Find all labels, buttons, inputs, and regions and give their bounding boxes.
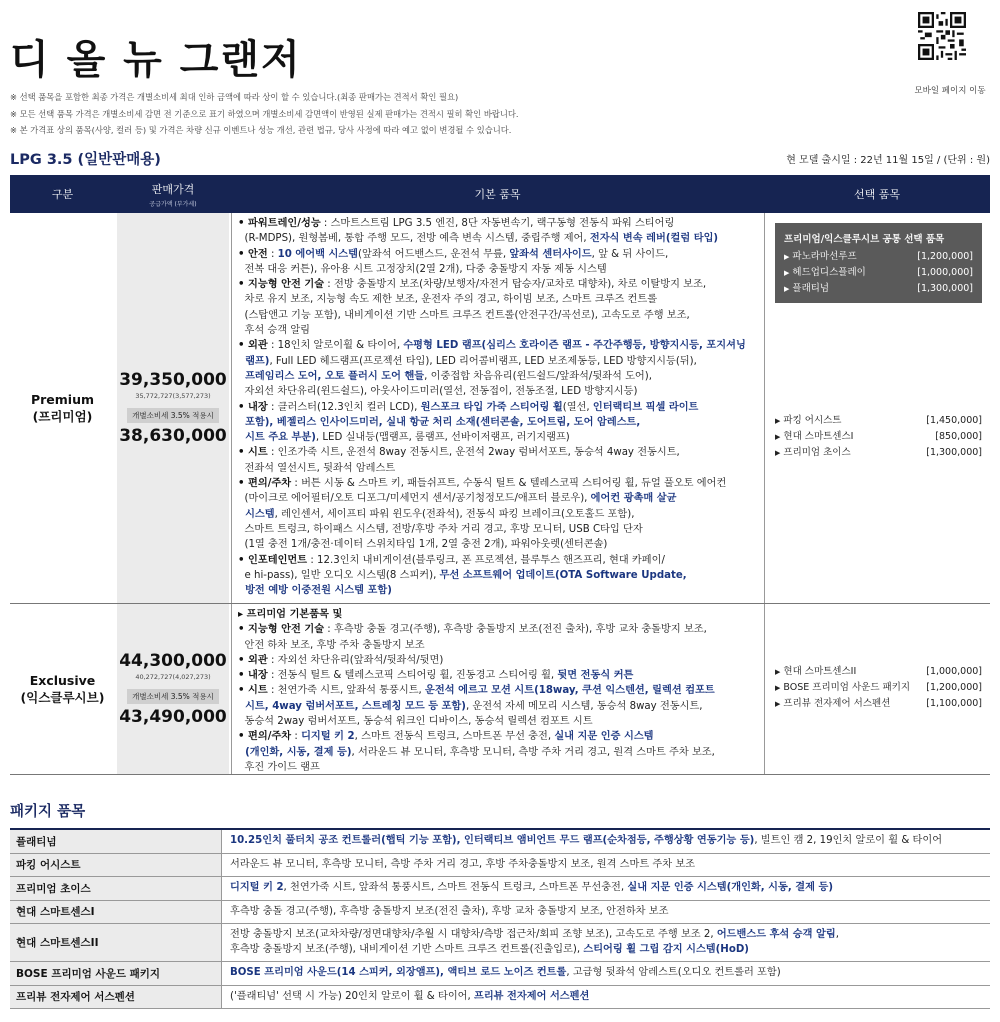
basic-item-line (238, 683, 764, 698)
highlight-segment: • 시트 (238, 447, 268, 459)
text-segment: (스탑앤고 기능 포함), 내비게이션 기반 스마트 크루즈 컨트롤(안전구간/곡선로), 고속도로 주행 보조, (238, 309, 690, 321)
text-segment: : 버튼 시동 & 스마트 키, 패들쉬프트, 수동식 틸트 & 텔레스코픽 스티어링 휠, 듀얼 풀오토 에어컨 (291, 478, 727, 490)
price-cell (117, 213, 229, 603)
triangle-icon: ▶ (775, 417, 781, 425)
trim-name: Exclusive (익스클루시브) (20, 673, 105, 705)
package-desc (222, 986, 990, 1009)
package-row (10, 854, 990, 878)
text-segment: , 천연가죽 시트, 앞좌석 통풍시트, 스마트 전동식 트렁크, 스마트폰 무선충전, (283, 882, 628, 893)
highlight-segment: ▸ 프리미엄 기본품목 및 (238, 609, 343, 620)
triangle-icon: ▶ (775, 433, 781, 441)
basic-item-line (238, 668, 764, 683)
highlight-segment: 뒷면 전동식 커튼 (557, 670, 634, 682)
option-item[interactable]: ▶ 플래티넘 [1,300,000] (784, 283, 973, 294)
package-name: 현대 스마트센스I (10, 901, 222, 924)
note: ※ 본 가격표 상의 품목(사양, 컬러 등) 및 가격은 차량 신규 이벤트나 성능 개선, 관련 법규, 당사 사정에 따라 예고 없이 변경될 수 있습니다. (10, 125, 512, 135)
text-segment: 후석 승객 알림 (238, 325, 310, 337)
basic-item-line (238, 384, 764, 399)
highlight-segment: 무선 소프트웨어 업데이트(OTA Software Update, (439, 569, 687, 581)
basic-item-line (238, 653, 764, 668)
text-segment: : 스마트스트림 LPG 3.5 엔진, 8단 자동변속기, 랙구동형 전동식 파워 스티어링 (320, 218, 675, 229)
text-segment: : 천연가죽 시트, 앞좌석 통풍시트, (267, 685, 426, 697)
price-sub: 35,772,727(3,577,273) (135, 392, 211, 400)
basic-item-line (238, 476, 764, 491)
option-item[interactable]: ▶ 프리뷰 전자제어 서스펜션 [1,100,000] (775, 698, 982, 709)
highlight-segment: • 지능형 안전 기술 (238, 279, 325, 291)
package-row (10, 901, 990, 925)
text-segment: 자외선 차단유리(윈드쉴드), 아웃사이드미러(열선, 전동접이, 전동조절, LED 방향지시등) (238, 386, 638, 398)
trim-row-exclusive (10, 604, 990, 775)
text-segment: , 레인센서, 세이프티 파워 윈도우(전좌석), 전동식 파킹 브레이크(오토홀드 포함), (274, 508, 635, 520)
text-segment: : (291, 731, 302, 743)
tax-tag: 개별소비세 3.5% 적용시 (127, 408, 219, 423)
highlight-segment: 실내 지문 인증 시스템(개인화, 시동, 결제 등) (627, 882, 833, 893)
option-item[interactable]: ▶ 파킹 어시스트 [1,450,000] (775, 415, 982, 426)
text-segment: , 빌트인 캠 2, 19인치 알로이 휠 & 타이어 (754, 835, 943, 846)
package-name: 현대 스마트센스II (10, 924, 222, 961)
option-items (764, 604, 990, 774)
basic-item-line (238, 491, 764, 506)
tax-tag: 개별소비세 3.5% 적용시 (127, 689, 219, 704)
basic-item-line (238, 277, 764, 292)
package-desc-text (230, 858, 695, 873)
qr-label: 모바일 페이지 이동 (914, 86, 986, 96)
highlight-segment: 원스포크 타입 가죽 스티어링 휠 (420, 401, 563, 413)
basic-item-line (238, 607, 764, 622)
basic-item-line (238, 323, 764, 338)
trim-row-premium (10, 213, 990, 604)
highlight-segment: 방전 예방 이중전원 시스템 포함) (238, 585, 392, 597)
basic-item-line (238, 507, 764, 522)
highlight-segment: 인터랙티브 픽셀 라이트 (592, 401, 699, 413)
text-segment: (마이크로 에어필터/오토 디포그/미세먼지 센서/공기청정모드/애프터 블로우), (238, 493, 591, 505)
header-price: 판매가격 공급가액 (부가세) (149, 182, 197, 208)
highlight-segment: 수평형 LED 램프(심리스 호라이즌 램프 - 주간주행등, 방향지시등, 포지셔닝 (403, 340, 746, 352)
text-segment: : 자외선 차단유리(앞좌석/뒷좌석/뒷면) (267, 654, 444, 666)
package-name: 프리뷰 전자제어 서스펜션 (10, 986, 222, 1009)
text-segment: : 12.3인치 내비게이션(블루링크, 폰 프로젝션, 블루투스 핸즈프리, 현대 카페이/ (307, 554, 665, 566)
basic-item-line (238, 338, 764, 353)
package-row (10, 986, 990, 1010)
package-name: BOSE 프리미엄 사운드 패키지 (10, 962, 222, 985)
highlight-segment: 시트 주요 부분) (238, 432, 316, 444)
package-row (10, 877, 990, 901)
basic-item-line (238, 308, 764, 323)
highlight-segment: 에어컨 광촉매 살균 (590, 493, 677, 505)
option-item[interactable]: ▶ 현대 스마트센스I [850,000] (775, 431, 982, 442)
package-desc (222, 830, 990, 853)
highlight-segment: 실내 지문 인증 시스템 (554, 731, 654, 743)
highlight-segment: (개인화, 시동, 결제 등) (238, 746, 352, 758)
option-items (764, 213, 990, 603)
notes (10, 89, 890, 139)
highlight-segment: • 지능형 안전 기술 (238, 624, 325, 636)
text-segment: 안전 하차 보조, 후방 주차 충돌방지 보조 (238, 639, 425, 651)
option-item[interactable]: ▶ 헤드업디스플레이 [1,000,000] (784, 267, 973, 278)
common-option-box (775, 223, 982, 303)
text-segment: , 고급형 뒷좌석 암레스트(오디오 컨트롤러 포함) (566, 967, 781, 978)
highlight-segment: • 편의/주차 (238, 731, 292, 743)
text-segment: 전좌석 열선시트, 뒷좌석 암레스트 (238, 462, 396, 474)
text-segment: , 스마트 전동식 트렁크, 스마트폰 무선 충전, (354, 731, 555, 743)
basic-item-line (238, 553, 764, 568)
text-segment: , 이중접합 차음유리(윈드쉴드/앞좌석/뒷좌석 도어), (424, 370, 652, 382)
highlight-segment: • 내장 (238, 401, 268, 413)
text-segment: : 클러스터(12.3인치 컬러 LCD), (267, 401, 421, 413)
tax-price: 38,630,000 (119, 426, 227, 446)
text-segment: (R-MDPS), 원형봄베, 통합 주행 모드, 전방 예측 변속 시스템, 중립주행 제어, (238, 233, 590, 245)
package-desc (222, 901, 990, 924)
package-title: 패키지 품목 (10, 804, 86, 820)
basic-item-line (238, 745, 764, 760)
package-table (10, 828, 990, 1009)
header-basic: 기본 품목 (474, 188, 521, 201)
highlight-segment: 프레임리스 도어, 오토 플러시 도어 핸들 (238, 370, 425, 382)
highlight-segment: • 외관 (238, 340, 268, 352)
package-desc-text (230, 905, 668, 920)
highlight-segment: 시트, 4way 럼버서포트, 스트레칭 모드 등 포함) (238, 700, 466, 712)
triangle-icon: ▶ (784, 269, 790, 277)
package-desc (222, 877, 990, 900)
text-segment: : 18인치 알로이휠 & 타이어, (267, 340, 404, 352)
text-segment: 후진 가이드 램프 (238, 761, 320, 773)
triangle-icon: ▶ (775, 700, 781, 708)
package-name: 프리미엄 초이스 (10, 877, 222, 900)
qr-code-icon[interactable] (918, 12, 966, 60)
package-name: 파킹 어시스트 (10, 854, 222, 877)
package-desc (222, 962, 990, 985)
section-title: LPG 3.5 (일반판매용) (10, 152, 161, 168)
highlight-segment: • 시트 (238, 685, 268, 697)
basic-item-line (238, 247, 764, 262)
basic-item-line (238, 522, 764, 537)
text-segment: , Full LED 헤드램프(프로젝션 타입), LED 리어콤비램프, LED 보조제동등, LED 방향지시등(뒤), (269, 355, 697, 367)
highlight-segment: 디지털 키 2 (230, 882, 284, 893)
highlight-segment: • 내장 (238, 670, 268, 682)
basic-item-line (238, 262, 764, 277)
package-desc-text (230, 834, 942, 849)
basic-item-line (238, 354, 764, 369)
package-desc (222, 854, 990, 877)
package-row (10, 830, 990, 854)
price-sub: 40,272,727(4,027,273) (135, 673, 211, 681)
text-segment: ('플래티넘' 선택 시 가능) 20인치 알로이 휠 & 타이어, (230, 990, 474, 1002)
release-info: 현 모델 출시일 : 22년 11월 15일 / (단위 : 원) (786, 155, 990, 166)
highlight-segment: • 편의/주차 (238, 478, 292, 490)
basic-item-line (238, 622, 764, 637)
highlight-segment: 포함), 베젤리스 인사이드미러, 실내 항균 처리 소재(센터콘솔, 도어트림, 도어 암레스트, (238, 416, 641, 428)
text-segment: 스마트 트렁크, 하이패스 시스템, 전방/후방 주차 거리 경고, 후방 모니터, USB C타입 단자 (238, 523, 643, 535)
header-grade: 구분 (51, 188, 74, 201)
highlight-segment: 시스템 (238, 508, 275, 520)
trim-name: Premium (프리미엄) (30, 392, 95, 424)
option-item[interactable]: ▶ BOSE 프리미엄 사운드 패키지 [1,200,000] (775, 682, 982, 693)
text-segment: , LED 실내등(맵램프, 룸램프, 선바이저램프, 러기지램프) (315, 432, 570, 444)
table-header (10, 175, 990, 213)
text-segment: 차로 유지 보조, 지능형 속도 제한 보조, 운전자 주의 경고, 하이빔 보조, 스마트 크루즈 컨트롤 (238, 294, 658, 306)
text-segment: 서라운드 뷰 모니터, 후측방 모니터, 측방 주차 거리 경고, 후방 주차충돌방지 보조, 원격 스마트 주차 보조 (230, 858, 696, 870)
price: 44,300,000 (119, 651, 227, 671)
basic-item-line (238, 292, 764, 307)
text-segment: e hi-pass), 일반 오디오 시스템(8 스피커), (238, 569, 440, 581)
highlight-segment: • 안전 (238, 248, 268, 260)
price-cell (117, 604, 229, 774)
note: ※ 모든 선택 품목 가격은 개별소비세 감면 전 기준으로 표기 하였으며 개별소비세 감면액이 반영된 실제 판매가는 견적시 필히 확인 바랍니다. (10, 108, 519, 119)
highlight-segment: • 외관 (238, 654, 268, 666)
highlight-segment: 램프) (238, 355, 270, 367)
package-desc-text (230, 990, 589, 1005)
triangle-icon: ▶ (775, 449, 781, 457)
text-segment: , 서라운드 뷰 모니터, 후측방 모니터, 측방 주차 거리 경고, 원격 스마트 주차 보조, (351, 746, 715, 758)
option-box-title: 프리미엄/익스클루시브 공통 선택 품목 (784, 234, 945, 245)
text-segment: : (267, 248, 278, 260)
note: ※ 선택 품목을 포함한 최종 가격은 개별소비세 최대 인하 금액에 따라 상이 할 수 있습니다.(최종 판매가는 견적서 확인 필요) (10, 92, 459, 102)
package-row (10, 962, 990, 986)
text-segment: (1열 충전 1개/충전·데이터 스위치타입 1개, 2열 충전 2개), 파워아웃렛(센터콘솔) (238, 539, 608, 551)
page-title: 디 올 뉴 그랜저 (10, 37, 302, 83)
basic-item-line (238, 583, 764, 598)
text-segment: : 인조가죽 시트, 운전석 8way 전동시트, 운전석 2way 럼버서포트, 동승석 4way 전동시트, (267, 447, 680, 459)
package-desc-text (230, 928, 839, 957)
basic-item-line (238, 568, 764, 583)
text-segment: , 후측방 충돌방지 보조(주행), 내비게이션 기반 스마트 크루즈 컨트롤(진출입로), (230, 929, 839, 955)
text-segment: : 후측방 충돌 경고(주행), 후측방 충돌방지 보조(전진 출차), 후방 교차 충돌방지 보조, (324, 624, 707, 636)
option-item[interactable]: ▶ 현대 스마트센스II [1,000,000] (775, 666, 982, 677)
highlight-segment: • 파워트레인/성능 (238, 218, 321, 229)
highlight-segment: 10 에어백 시스템 (277, 248, 358, 260)
basic-item-line (238, 400, 764, 415)
text-segment: (열선, (562, 401, 593, 413)
highlight-segment: 스티어링 휠 그립 감지 시스템(HoD) (583, 943, 749, 955)
price: 39,350,000 (119, 370, 227, 390)
highlight-segment: 어드밴스드 후석 승객 알림 (716, 929, 836, 940)
highlight-segment: 10.25인치 풀터치 공조 컨트롤러(햅틱 기능 포함), 인터랙티브 앰비언트 무드 램프(순차점등, 주행상황 연동기능 등) (230, 835, 755, 846)
basic-item-line (238, 760, 764, 775)
tax-price: 43,490,000 (119, 707, 227, 727)
text-segment: 후측방 충돌 경고(주행), 후측방 충돌방지 보조(전진 출차), 후방 교차 충돌방지 보조, 안전하차 보조 (230, 905, 669, 917)
triangle-icon: ▶ (775, 684, 781, 692)
basic-item-line (238, 216, 764, 231)
basic-item-line (238, 461, 764, 476)
text-segment: 전복 대응 커튼), 유아용 시트 고정장치(2열 2개), 다중 충돌방지 자동 제동 시스템 (238, 263, 607, 275)
header-option: 선택 품목 (853, 188, 900, 201)
package-desc (222, 924, 990, 961)
option-item[interactable]: ▶ 파노라마선루프 [1,200,000] (784, 251, 973, 262)
basic-item-line (238, 714, 764, 729)
highlight-segment: • 인포테인먼트 (238, 554, 308, 566)
basic-item-line (238, 430, 764, 445)
package-row (10, 924, 990, 962)
basic-items (231, 213, 764, 603)
text-segment: , 앞 & 뒤 사이드, (591, 248, 669, 260)
basic-item-line (238, 729, 764, 744)
basic-item-line (238, 699, 764, 714)
basic-item-line (238, 537, 764, 552)
text-segment: (앞좌석 어드밴스드, 운전석 무릎, (358, 248, 510, 260)
highlight-segment: 운전석 에르고 모션 시트(18way, 쿠션 익스텐션, 릴렉션 컴포트 (425, 685, 715, 697)
text-segment: 동승석 2way 럼버서포트, 동승석 워크인 디바이스, 동승석 릴렉션 컴포트 시트 (238, 716, 593, 728)
basic-item-line (238, 415, 764, 430)
highlight-segment: 프리뷰 전자제어 서스펜션 (473, 990, 590, 1002)
option-item[interactable]: ▶ 프리미엄 초이스 [1,300,000] (775, 447, 982, 458)
triangle-icon: ▶ (775, 668, 781, 676)
text-segment: : 전동식 틸트 & 텔레스코픽 스티어링 휠, 진동경고 스티어링 휠, (267, 670, 558, 682)
triangle-icon: ▶ (784, 253, 790, 261)
basic-item-line (238, 231, 764, 246)
highlight-segment: BOSE 프리미엄 사운드(14 스피커, 외장앰프), 액티브 로드 노이즈 컨트롤 (230, 967, 567, 978)
basic-items (231, 604, 764, 774)
text-segment: 전방 충돌방지 보조(교차차량/정면대향차/추월 시 대향차/측방 접근차/회피 조향 보조), 고속도로 주행 보조 2, (230, 929, 717, 940)
package-desc-text (230, 966, 781, 981)
basic-item-line (238, 369, 764, 384)
highlight-segment: 전자식 변속 레버(컬럼 타입) (589, 233, 719, 245)
package-desc-text (230, 881, 833, 896)
text-segment: : 전방 충돌방지 보조(차량/보행자/자전거 탑승자/교차로 대향차), 차로 이탈방지 보조, (324, 279, 707, 291)
package-name: 플래티넘 (10, 830, 222, 853)
basic-item-line (238, 638, 764, 653)
highlight-segment: 디지털 키 2 (301, 731, 355, 743)
triangle-icon: ▶ (784, 285, 790, 293)
highlight-segment: 앞좌석 센터사이드 (509, 248, 592, 260)
option-list (775, 664, 982, 712)
basic-item-line (238, 445, 764, 460)
option-list (775, 413, 982, 461)
text-segment: , 운전석 자세 메모리 시스템, 동승석 8way 전동시트, (465, 700, 703, 712)
